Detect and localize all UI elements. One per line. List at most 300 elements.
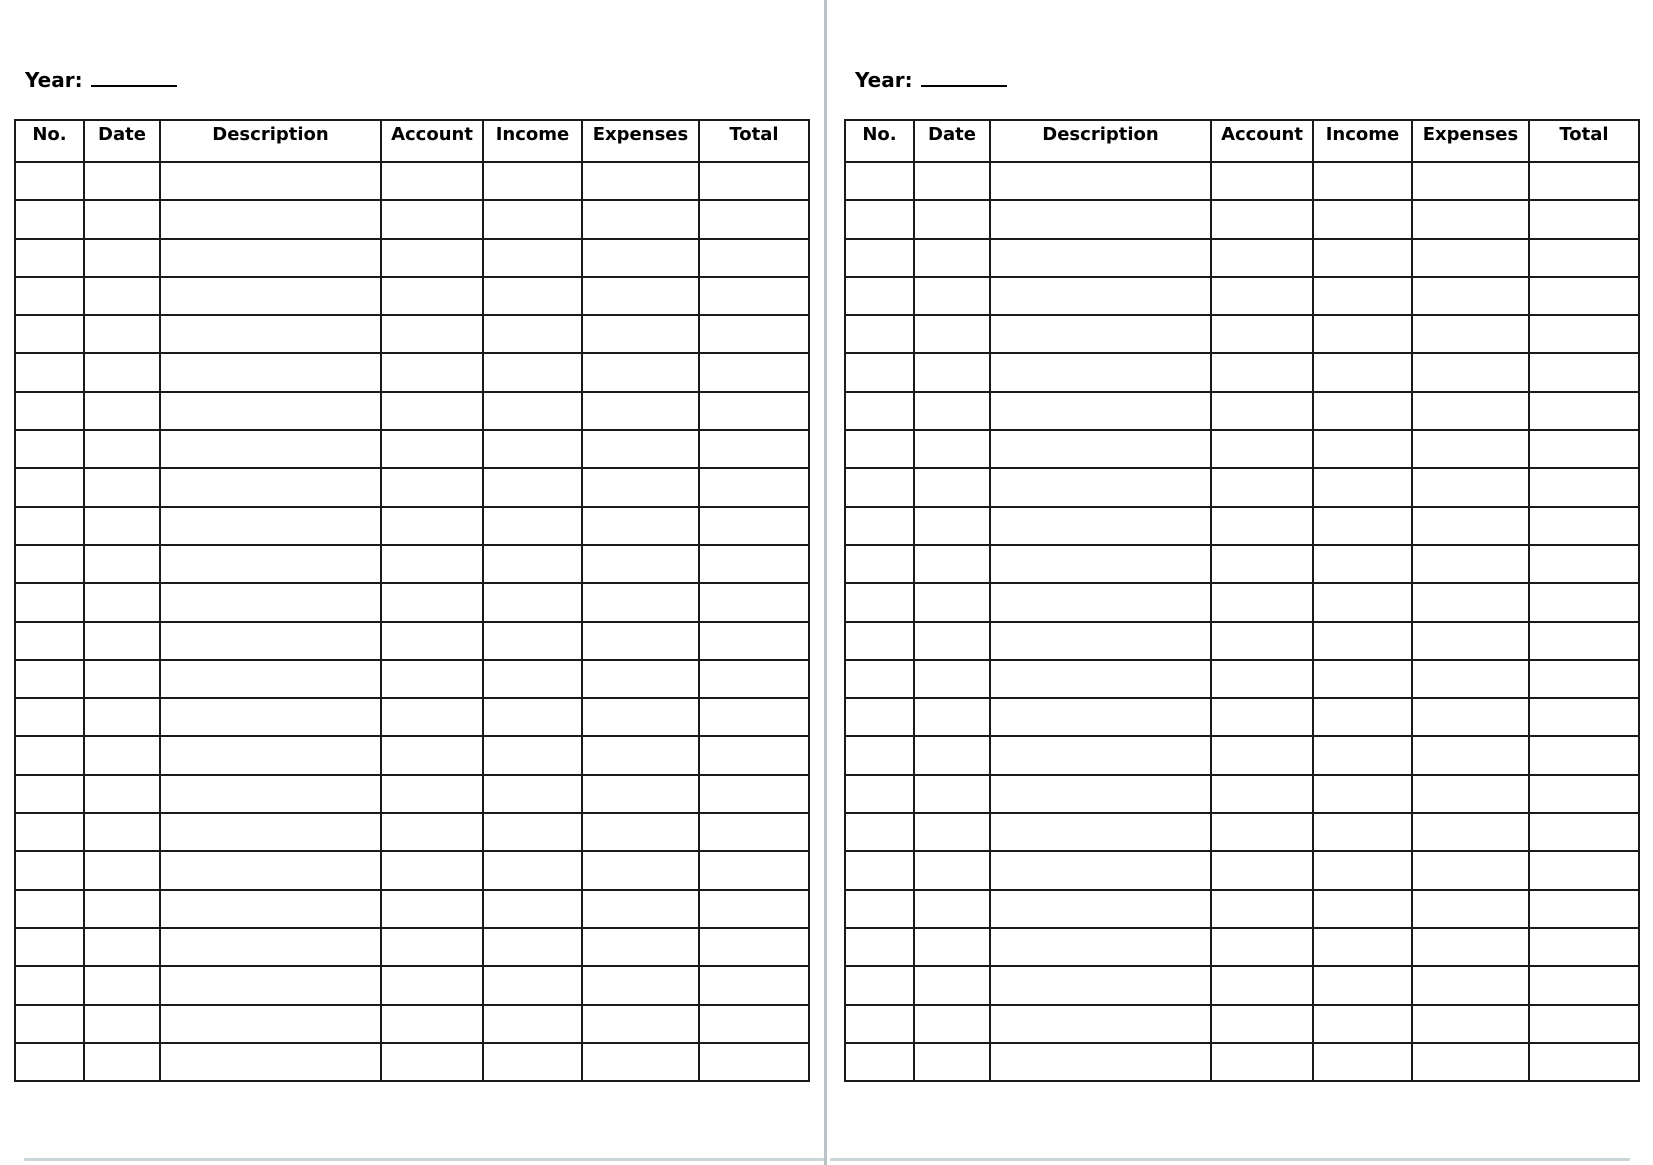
cell-account[interactable] <box>1211 200 1313 238</box>
cell-no[interactable] <box>15 200 84 238</box>
cell-account[interactable] <box>1211 1043 1313 1081</box>
cell-description[interactable] <box>990 545 1211 583</box>
cell-no[interactable] <box>845 468 914 506</box>
cell-no[interactable] <box>845 239 914 277</box>
cell-expenses[interactable] <box>1412 583 1529 621</box>
cell-income[interactable] <box>483 277 582 315</box>
cell-income[interactable] <box>1313 545 1412 583</box>
cell-account[interactable] <box>381 583 483 621</box>
cell-account[interactable] <box>381 545 483 583</box>
cell-account[interactable] <box>381 468 483 506</box>
cell-income[interactable] <box>1313 966 1412 1004</box>
cell-no[interactable] <box>15 507 84 545</box>
cell-no[interactable] <box>845 851 914 889</box>
cell-total[interactable] <box>699 315 809 353</box>
cell-total[interactable] <box>699 660 809 698</box>
cell-total[interactable] <box>1529 162 1639 200</box>
cell-account[interactable] <box>381 813 483 851</box>
cell-no[interactable] <box>845 392 914 430</box>
cell-total[interactable] <box>1529 353 1639 391</box>
cell-date[interactable] <box>84 315 160 353</box>
cell-total[interactable] <box>699 200 809 238</box>
cell-income[interactable] <box>1313 698 1412 736</box>
cell-no[interactable] <box>15 698 84 736</box>
cell-account[interactable] <box>1211 545 1313 583</box>
cell-total[interactable] <box>1529 545 1639 583</box>
cell-no[interactable] <box>15 660 84 698</box>
cell-income[interactable] <box>1313 851 1412 889</box>
cell-date[interactable] <box>84 545 160 583</box>
cell-no[interactable] <box>845 353 914 391</box>
cell-account[interactable] <box>1211 162 1313 200</box>
cell-account[interactable] <box>1211 277 1313 315</box>
cell-no[interactable] <box>845 430 914 468</box>
cell-income[interactable] <box>1313 392 1412 430</box>
cell-expenses[interactable] <box>582 660 699 698</box>
cell-expenses[interactable] <box>1412 813 1529 851</box>
cell-account[interactable] <box>381 622 483 660</box>
cell-account[interactable] <box>1211 813 1313 851</box>
cell-no[interactable] <box>15 851 84 889</box>
cell-date[interactable] <box>84 851 160 889</box>
cell-account[interactable] <box>1211 392 1313 430</box>
cell-total[interactable] <box>699 392 809 430</box>
cell-expenses[interactable] <box>1412 315 1529 353</box>
cell-description[interactable] <box>160 736 381 774</box>
cell-total[interactable] <box>1529 1043 1639 1081</box>
cell-no[interactable] <box>845 928 914 966</box>
cell-description[interactable] <box>990 813 1211 851</box>
cell-account[interactable] <box>381 277 483 315</box>
cell-expenses[interactable] <box>1412 928 1529 966</box>
cell-description[interactable] <box>160 966 381 1004</box>
cell-expenses[interactable] <box>582 392 699 430</box>
cell-expenses[interactable] <box>1412 1005 1529 1043</box>
cell-no[interactable] <box>845 1043 914 1081</box>
cell-description[interactable] <box>990 622 1211 660</box>
cell-date[interactable] <box>914 315 990 353</box>
cell-no[interactable] <box>845 698 914 736</box>
cell-expenses[interactable] <box>582 353 699 391</box>
cell-no[interactable] <box>15 430 84 468</box>
cell-expenses[interactable] <box>582 928 699 966</box>
cell-income[interactable] <box>1313 1005 1412 1043</box>
cell-account[interactable] <box>1211 468 1313 506</box>
cell-income[interactable] <box>1313 1043 1412 1081</box>
cell-total[interactable] <box>1529 736 1639 774</box>
cell-expenses[interactable] <box>582 775 699 813</box>
cell-description[interactable] <box>990 200 1211 238</box>
cell-date[interactable] <box>914 1043 990 1081</box>
cell-date[interactable] <box>914 966 990 1004</box>
cell-total[interactable] <box>699 928 809 966</box>
cell-description[interactable] <box>990 468 1211 506</box>
cell-income[interactable] <box>483 545 582 583</box>
cell-expenses[interactable] <box>582 277 699 315</box>
cell-no[interactable] <box>15 545 84 583</box>
cell-income[interactable] <box>1313 890 1412 928</box>
cell-total[interactable] <box>1529 928 1639 966</box>
cell-total[interactable] <box>699 239 809 277</box>
cell-account[interactable] <box>381 507 483 545</box>
cell-description[interactable] <box>160 315 381 353</box>
cell-description[interactable] <box>990 315 1211 353</box>
cell-total[interactable] <box>699 622 809 660</box>
cell-no[interactable] <box>15 736 84 774</box>
cell-expenses[interactable] <box>1412 200 1529 238</box>
cell-account[interactable] <box>381 1043 483 1081</box>
cell-account[interactable] <box>381 1005 483 1043</box>
cell-date[interactable] <box>914 507 990 545</box>
cell-description[interactable] <box>160 890 381 928</box>
cell-account[interactable] <box>1211 622 1313 660</box>
cell-date[interactable] <box>84 277 160 315</box>
cell-account[interactable] <box>1211 851 1313 889</box>
cell-description[interactable] <box>160 775 381 813</box>
cell-total[interactable] <box>699 277 809 315</box>
cell-date[interactable] <box>84 928 160 966</box>
cell-total[interactable] <box>699 775 809 813</box>
cell-no[interactable] <box>845 890 914 928</box>
cell-total[interactable] <box>1529 507 1639 545</box>
cell-date[interactable] <box>84 813 160 851</box>
cell-description[interactable] <box>160 928 381 966</box>
cell-expenses[interactable] <box>1412 239 1529 277</box>
cell-total[interactable] <box>1529 966 1639 1004</box>
cell-total[interactable] <box>1529 851 1639 889</box>
cell-expenses[interactable] <box>582 736 699 774</box>
cell-account[interactable] <box>381 239 483 277</box>
cell-date[interactable] <box>84 736 160 774</box>
cell-description[interactable] <box>160 698 381 736</box>
cell-income[interactable] <box>1313 622 1412 660</box>
cell-total[interactable] <box>1529 698 1639 736</box>
cell-total[interactable] <box>1529 392 1639 430</box>
cell-expenses[interactable] <box>582 813 699 851</box>
cell-income[interactable] <box>483 775 582 813</box>
cell-total[interactable] <box>699 162 809 200</box>
cell-date[interactable] <box>84 660 160 698</box>
cell-no[interactable] <box>15 353 84 391</box>
cell-description[interactable] <box>160 1043 381 1081</box>
cell-expenses[interactable] <box>582 545 699 583</box>
cell-account[interactable] <box>1211 966 1313 1004</box>
cell-expenses[interactable] <box>1412 162 1529 200</box>
cell-income[interactable] <box>483 660 582 698</box>
cell-no[interactable] <box>15 928 84 966</box>
cell-date[interactable] <box>914 200 990 238</box>
cell-description[interactable] <box>990 928 1211 966</box>
cell-expenses[interactable] <box>582 430 699 468</box>
cell-income[interactable] <box>1313 430 1412 468</box>
cell-total[interactable] <box>1529 890 1639 928</box>
cell-account[interactable] <box>381 736 483 774</box>
cell-income[interactable] <box>483 813 582 851</box>
cell-no[interactable] <box>845 507 914 545</box>
cell-account[interactable] <box>381 966 483 1004</box>
cell-expenses[interactable] <box>582 966 699 1004</box>
cell-total[interactable] <box>1529 430 1639 468</box>
cell-description[interactable] <box>160 851 381 889</box>
cell-income[interactable] <box>1313 277 1412 315</box>
cell-income[interactable] <box>483 1043 582 1081</box>
cell-description[interactable] <box>160 1005 381 1043</box>
cell-income[interactable] <box>1313 200 1412 238</box>
cell-date[interactable] <box>84 507 160 545</box>
cell-account[interactable] <box>381 660 483 698</box>
cell-date[interactable] <box>84 698 160 736</box>
cell-total[interactable] <box>699 1043 809 1081</box>
cell-description[interactable] <box>990 775 1211 813</box>
cell-description[interactable] <box>160 200 381 238</box>
cell-date[interactable] <box>914 277 990 315</box>
cell-expenses[interactable] <box>582 162 699 200</box>
cell-total[interactable] <box>1529 775 1639 813</box>
cell-date[interactable] <box>84 1043 160 1081</box>
cell-account[interactable] <box>1211 660 1313 698</box>
cell-expenses[interactable] <box>582 698 699 736</box>
cell-account[interactable] <box>1211 698 1313 736</box>
cell-expenses[interactable] <box>1412 353 1529 391</box>
cell-total[interactable] <box>699 851 809 889</box>
cell-income[interactable] <box>1313 239 1412 277</box>
cell-income[interactable] <box>483 507 582 545</box>
cell-account[interactable] <box>1211 239 1313 277</box>
year-input-line[interactable] <box>921 66 1007 87</box>
cell-no[interactable] <box>15 775 84 813</box>
cell-income[interactable] <box>1313 660 1412 698</box>
cell-description[interactable] <box>160 468 381 506</box>
cell-no[interactable] <box>15 966 84 1004</box>
cell-income[interactable] <box>483 736 582 774</box>
cell-total[interactable] <box>699 430 809 468</box>
cell-income[interactable] <box>1313 813 1412 851</box>
cell-no[interactable] <box>15 890 84 928</box>
cell-date[interactable] <box>914 775 990 813</box>
cell-no[interactable] <box>845 277 914 315</box>
cell-no[interactable] <box>845 813 914 851</box>
cell-no[interactable] <box>845 736 914 774</box>
cell-expenses[interactable] <box>582 622 699 660</box>
cell-expenses[interactable] <box>1412 507 1529 545</box>
cell-account[interactable] <box>381 851 483 889</box>
cell-account[interactable] <box>1211 775 1313 813</box>
cell-date[interactable] <box>84 775 160 813</box>
cell-income[interactable] <box>483 928 582 966</box>
cell-no[interactable] <box>845 966 914 1004</box>
cell-expenses[interactable] <box>582 890 699 928</box>
cell-total[interactable] <box>699 890 809 928</box>
cell-date[interactable] <box>914 1005 990 1043</box>
cell-date[interactable] <box>84 392 160 430</box>
cell-description[interactable] <box>990 1005 1211 1043</box>
cell-income[interactable] <box>1313 507 1412 545</box>
cell-date[interactable] <box>914 430 990 468</box>
cell-date[interactable] <box>914 162 990 200</box>
cell-account[interactable] <box>381 353 483 391</box>
cell-description[interactable] <box>990 660 1211 698</box>
cell-date[interactable] <box>84 200 160 238</box>
cell-expenses[interactable] <box>1412 277 1529 315</box>
cell-description[interactable] <box>160 239 381 277</box>
cell-no[interactable] <box>15 813 84 851</box>
cell-description[interactable] <box>990 966 1211 1004</box>
cell-total[interactable] <box>1529 583 1639 621</box>
cell-expenses[interactable] <box>1412 468 1529 506</box>
cell-total[interactable] <box>1529 622 1639 660</box>
cell-no[interactable] <box>15 277 84 315</box>
cell-expenses[interactable] <box>1412 545 1529 583</box>
cell-income[interactable] <box>1313 583 1412 621</box>
cell-total[interactable] <box>699 545 809 583</box>
cell-no[interactable] <box>15 583 84 621</box>
cell-date[interactable] <box>914 851 990 889</box>
cell-income[interactable] <box>483 698 582 736</box>
cell-no[interactable] <box>845 583 914 621</box>
cell-date[interactable] <box>914 813 990 851</box>
cell-description[interactable] <box>990 239 1211 277</box>
cell-date[interactable] <box>914 736 990 774</box>
cell-description[interactable] <box>160 430 381 468</box>
cell-account[interactable] <box>381 775 483 813</box>
cell-account[interactable] <box>1211 890 1313 928</box>
cell-no[interactable] <box>15 622 84 660</box>
cell-expenses[interactable] <box>1412 851 1529 889</box>
cell-total[interactable] <box>1529 277 1639 315</box>
cell-account[interactable] <box>1211 315 1313 353</box>
cell-no[interactable] <box>15 392 84 430</box>
cell-account[interactable] <box>1211 507 1313 545</box>
cell-no[interactable] <box>15 239 84 277</box>
cell-no[interactable] <box>845 545 914 583</box>
cell-expenses[interactable] <box>582 851 699 889</box>
cell-total[interactable] <box>699 736 809 774</box>
cell-date[interactable] <box>84 468 160 506</box>
cell-no[interactable] <box>15 162 84 200</box>
cell-date[interactable] <box>914 890 990 928</box>
cell-description[interactable] <box>990 430 1211 468</box>
cell-income[interactable] <box>483 622 582 660</box>
cell-no[interactable] <box>845 1005 914 1043</box>
cell-account[interactable] <box>381 392 483 430</box>
cell-account[interactable] <box>381 200 483 238</box>
cell-description[interactable] <box>160 162 381 200</box>
cell-date[interactable] <box>914 660 990 698</box>
cell-date[interactable] <box>914 392 990 430</box>
cell-total[interactable] <box>1529 239 1639 277</box>
cell-income[interactable] <box>1313 315 1412 353</box>
cell-date[interactable] <box>84 622 160 660</box>
cell-account[interactable] <box>1211 928 1313 966</box>
cell-description[interactable] <box>990 890 1211 928</box>
cell-income[interactable] <box>483 966 582 1004</box>
cell-date[interactable] <box>914 468 990 506</box>
cell-date[interactable] <box>914 583 990 621</box>
cell-total[interactable] <box>699 813 809 851</box>
cell-income[interactable] <box>483 315 582 353</box>
cell-no[interactable] <box>845 315 914 353</box>
cell-total[interactable] <box>1529 468 1639 506</box>
cell-description[interactable] <box>160 622 381 660</box>
cell-account[interactable] <box>381 890 483 928</box>
cell-account[interactable] <box>381 698 483 736</box>
cell-total[interactable] <box>699 353 809 391</box>
cell-date[interactable] <box>84 583 160 621</box>
cell-no[interactable] <box>15 315 84 353</box>
cell-description[interactable] <box>160 660 381 698</box>
cell-description[interactable] <box>990 736 1211 774</box>
cell-description[interactable] <box>990 353 1211 391</box>
cell-date[interactable] <box>914 928 990 966</box>
cell-total[interactable] <box>699 507 809 545</box>
cell-income[interactable] <box>483 890 582 928</box>
cell-no[interactable] <box>15 1005 84 1043</box>
cell-expenses[interactable] <box>582 507 699 545</box>
cell-expenses[interactable] <box>582 583 699 621</box>
cell-expenses[interactable] <box>582 1005 699 1043</box>
cell-account[interactable] <box>1211 353 1313 391</box>
cell-total[interactable] <box>699 583 809 621</box>
cell-expenses[interactable] <box>1412 775 1529 813</box>
cell-description[interactable] <box>160 813 381 851</box>
cell-no[interactable] <box>845 775 914 813</box>
cell-expenses[interactable] <box>582 315 699 353</box>
cell-expenses[interactable] <box>1412 736 1529 774</box>
cell-expenses[interactable] <box>1412 430 1529 468</box>
cell-income[interactable] <box>1313 162 1412 200</box>
cell-account[interactable] <box>381 928 483 966</box>
cell-expenses[interactable] <box>582 1043 699 1081</box>
cell-income[interactable] <box>1313 775 1412 813</box>
cell-income[interactable] <box>483 392 582 430</box>
cell-date[interactable] <box>84 966 160 1004</box>
cell-expenses[interactable] <box>1412 1043 1529 1081</box>
cell-description[interactable] <box>160 277 381 315</box>
cell-account[interactable] <box>381 162 483 200</box>
cell-description[interactable] <box>990 583 1211 621</box>
cell-income[interactable] <box>483 239 582 277</box>
cell-date[interactable] <box>84 353 160 391</box>
cell-income[interactable] <box>483 353 582 391</box>
cell-expenses[interactable] <box>1412 392 1529 430</box>
cell-no[interactable] <box>845 162 914 200</box>
cell-account[interactable] <box>381 315 483 353</box>
cell-income[interactable] <box>1313 468 1412 506</box>
cell-date[interactable] <box>84 1005 160 1043</box>
cell-expenses[interactable] <box>582 468 699 506</box>
cell-expenses[interactable] <box>1412 698 1529 736</box>
cell-income[interactable] <box>483 583 582 621</box>
cell-total[interactable] <box>699 966 809 1004</box>
cell-description[interactable] <box>160 392 381 430</box>
cell-expenses[interactable] <box>1412 966 1529 1004</box>
cell-total[interactable] <box>1529 315 1639 353</box>
cell-no[interactable] <box>845 660 914 698</box>
year-input-line[interactable] <box>91 66 177 87</box>
cell-total[interactable] <box>1529 200 1639 238</box>
cell-income[interactable] <box>483 1005 582 1043</box>
cell-description[interactable] <box>990 162 1211 200</box>
cell-date[interactable] <box>914 545 990 583</box>
cell-income[interactable] <box>483 430 582 468</box>
cell-date[interactable] <box>914 622 990 660</box>
cell-expenses[interactable] <box>1412 660 1529 698</box>
cell-no[interactable] <box>845 200 914 238</box>
cell-account[interactable] <box>1211 583 1313 621</box>
cell-description[interactable] <box>160 353 381 391</box>
cell-date[interactable] <box>84 162 160 200</box>
cell-income[interactable] <box>1313 736 1412 774</box>
